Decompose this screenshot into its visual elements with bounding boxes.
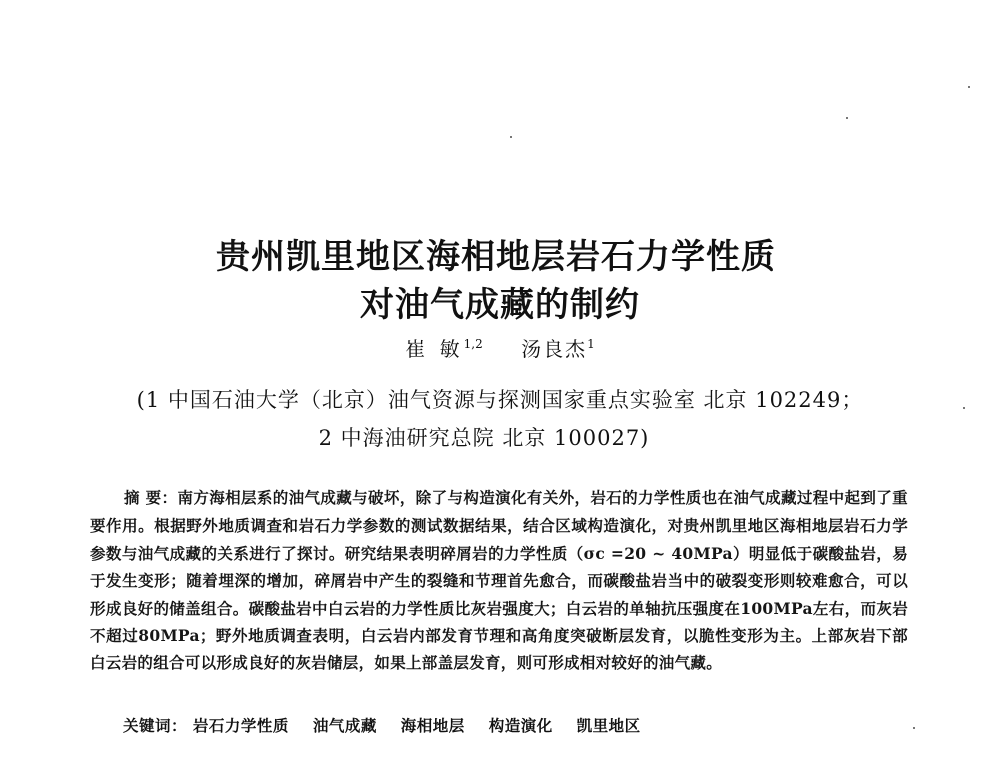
- keyword: 岩石力学性质: [192, 716, 289, 735]
- scan-speck: [913, 727, 915, 729]
- abstract-label: 摘 要：: [124, 489, 178, 507]
- title-line-1: 贵州凯里地区海相地层岩石力学性质: [216, 237, 776, 277]
- author-name: [405, 338, 482, 359]
- abstract: [90, 484, 908, 677]
- keyword: 凯里地区: [576, 716, 641, 735]
- title-line-2: 对油气成藏的制约: [360, 285, 640, 325]
- author-1-name: 崔 敏: [405, 337, 464, 361]
- author-2-name: 汤良杰: [521, 337, 588, 361]
- abstract-text: 南方海相层系的油气成藏与破坏，除了与构造演化有关外，岩石的力学性质也在油气成藏过程中起到了重要作用。根据野外地质调查和岩石力学参数的测试数据结果，结合区域构造演化，对贵州凯里地区海相地层岩石力学参数与油气成藏的关系进行了探讨。研究结果表明碎屑岩的力学性质（σc =20 ~ 40MPa）明显低于碳酸盐岩，易于发生变形；随着埋深的增加，碎屑岩中产生的裂缝和节理首先愈合，而碳酸盐岩当中的破裂变形则较难愈合，可以形成良好的储盖组合。碳酸盐岩中白云岩的力学性质比灰岩强度大；白云岩的单轴抗压强度在100MPa左右，而灰岩不超过80MPa；野外地质调查表明，白云岩内部发育节理和高角度突破断层发育，以脆性变形为主。上部灰岩下部白云岩的组合可以形成良好的灰岩储层，如果上部盖层发育，则可形成相对较好的油气藏。: [90, 488, 908, 673]
- scan-speck: [968, 86, 970, 88]
- author-1-affil-mark: 1,2: [463, 337, 483, 351]
- keywords: [123, 714, 659, 736]
- keyword: 构造演化: [488, 716, 553, 735]
- keywords-label: 关键词：: [123, 717, 188, 735]
- scan-speck: [846, 117, 848, 119]
- keyword: 油气成藏: [312, 716, 377, 735]
- affiliation-line-1: (1 中国石油大学（北京）油气资源与探测国家重点实验室 北京 102249；: [136, 388, 864, 412]
- affiliation-line-2: 2 中海油研究总院 北京 100027): [318, 426, 650, 450]
- keyword: 海相地层: [400, 716, 465, 735]
- author-name: [521, 338, 595, 359]
- author-list: [0, 338, 1000, 359]
- scan-speck: [963, 407, 965, 409]
- author-2-affil-mark: 1: [587, 337, 595, 351]
- scan-speck: [510, 136, 512, 138]
